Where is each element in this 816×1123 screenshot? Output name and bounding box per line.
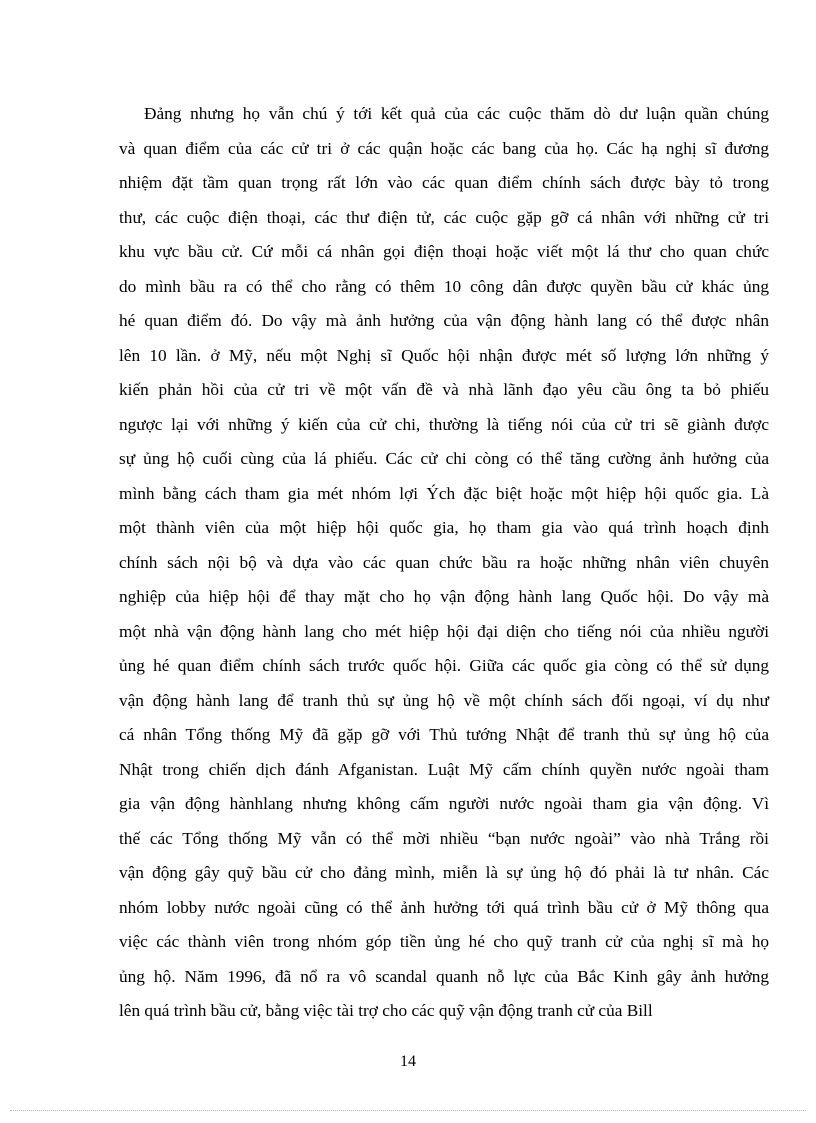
body-paragraph: [119, 97, 769, 1029]
text-line: mình bằng cách tham gia mét nhóm lợi Ých đặc biệt hoặc một hiệp hội quốc gia. Là: [119, 483, 769, 503]
text-line: sự ủng hộ cuối cùng của lá phiếu. Các cử chi còng có thể tăng cường ảnh hưởng của: [119, 449, 769, 468]
text-line: nhóm lobby nước ngoài cũng có thể ảnh hưởng tới quá trình bầu cử ở Mỹ thông qua: [119, 897, 769, 917]
text-line: Đảng nhưng họ vẫn chú ý tới kết quả của các cuộc thăm dò dư luận quần chúng: [144, 104, 769, 123]
text-line: gia vận động hànhlang nhưng không cấm người nước ngoài tham gia vận động. Vì: [119, 794, 769, 813]
text-line: hé quan điểm đó. Do vậy mà ảnh hưởng của vận động hành lang có thể được nhân: [119, 311, 769, 330]
text-line: thế các Tổng thống Mỹ vẫn có thể mời nhiều “bạn nước ngoài” vào nhà Trắng rồi: [119, 828, 769, 848]
text-line: ngược lại với những ý kiến của cử chi, thường là tiếng nói của cử tri sẽ giành được: [119, 414, 769, 434]
text-line: lên quá trình bầu cử, bằng việc tài trợ cho các quỹ vận động tranh cử của Bill: [119, 1001, 653, 1020]
text-line: cá nhân Tổng thống Mỹ đã gặp gỡ với Thủ tướng Nhật để tranh thủ sự ủng hộ của: [119, 725, 769, 744]
page-number: 14: [400, 1053, 416, 1070]
text-line: ủng hé quan điểm chính sách trước quốc hội. Giữa các quốc gia còng có thể sử dụng: [119, 656, 769, 675]
text-line: ủng hộ. Năm 1996, đã nổ ra vô scandal quanh nỗ lực của Bắc Kinh gây ảnh hưởng: [119, 966, 769, 986]
text-line: chính sách nội bộ và dựa vào các quan chức bầu ra hoặc những nhân viên chuyên: [119, 552, 769, 572]
text-line: một nhà vận động hành lang cho mét hiệp hội đại diện cho tiếng nói của nhiều người: [119, 621, 769, 641]
text-line: vận động hành lang để tranh thủ sự ủng hộ về một chính sách đối ngoại, ví dụ như: [119, 690, 769, 710]
text-line: việc các thành viên trong nhóm góp tiền ủng hé cho quỹ tranh cử của nghị sĩ mà họ: [119, 932, 769, 951]
text-line: nghiệp của hiệp hội để thay mặt cho họ vận động hành lang Quốc hội. Do vậy mà: [119, 587, 769, 606]
text-line: do mình bầu ra có thể cho rằng có thêm 10 công dân được quyền bầu cử khác ủng: [119, 276, 769, 296]
text-line: lên 10 lần. ở Mỹ, nếu một Nghị sĩ Quốc hội nhận được mét số lượng lớn những ý: [119, 345, 769, 365]
text-line: Nhật trong chiến dịch đánh Afganistan. Luật Mỹ cấm chính quyền nước ngoài tham: [119, 759, 769, 779]
text-line: và quan điểm của các cử tri ở các quận hoặc các bang của họ. Các hạ nghị sĩ đương: [119, 138, 769, 158]
text-line: thư, các cuộc điện thoại, các thư điện tử, các cuộc gặp gỡ cá nhân với những cử tri: [119, 207, 769, 227]
text-line: khu vực bầu cử. Cứ mỗi cá nhân gọi điện thoại hoặc viết một lá thư cho quan chức: [119, 242, 769, 261]
text-line: nhiệm đặt tầm quan trọng rất lớn vào các quan điểm chính sách được bày tỏ trong: [119, 173, 769, 192]
page-bottom-border: [10, 1110, 806, 1111]
text-line: vận động gây quỹ bầu cử cho đảng mình, miễn là sự ủng hộ đó phải là tư nhân. Các: [119, 863, 769, 882]
text-line: kiến phản hồi của cử tri về một vấn đề và nhà lãnh đạo yêu cầu ông ta bỏ phiếu: [119, 380, 769, 399]
text-line: một thành viên của một hiệp hội quốc gia, họ tham gia vào quá trình hoạch định: [119, 518, 769, 537]
